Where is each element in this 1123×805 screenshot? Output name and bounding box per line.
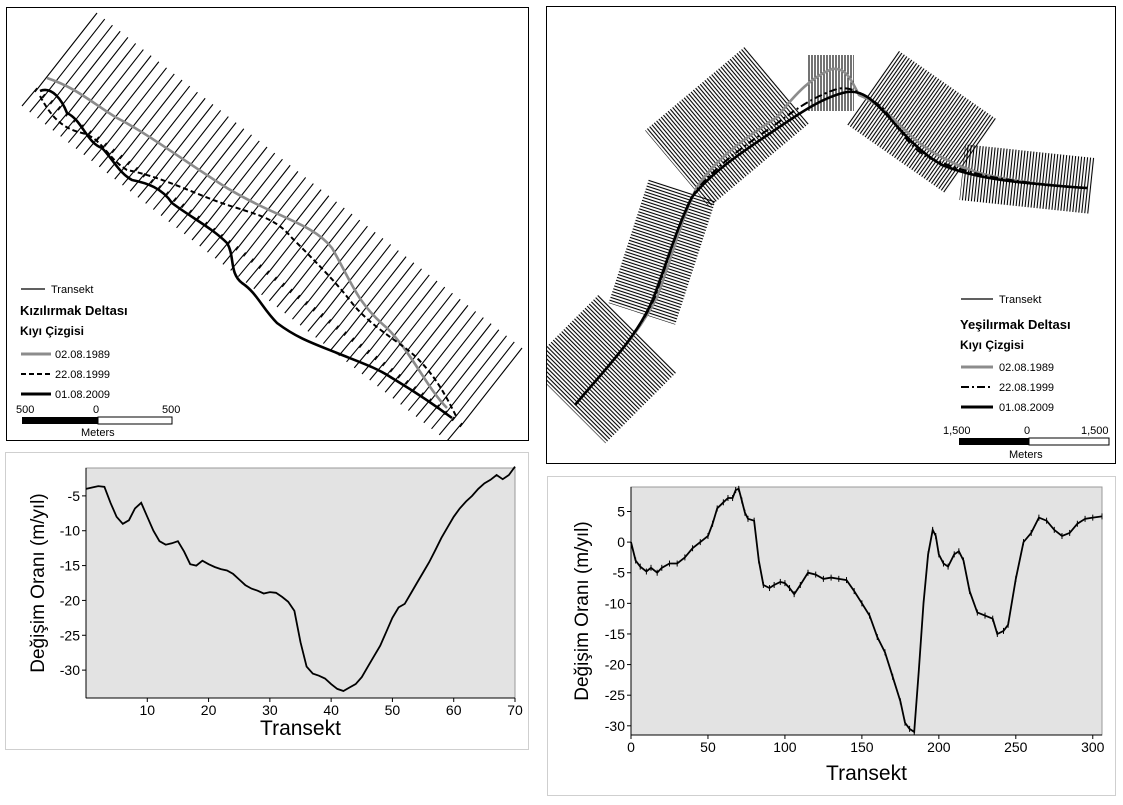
transect-line [300,307,315,325]
transect-line [292,301,307,319]
x-tick-label: 40 [323,702,339,718]
transect-line [339,338,354,356]
x-tick-label: 60 [445,702,462,718]
legend-transect-label: Transekt [51,284,94,296]
y-tick-label: -20 [59,592,80,609]
yesilirmak-chart-panel [547,476,1116,796]
x-tick-label: 300 [1081,739,1105,755]
x-tick-label: 20 [200,702,217,718]
transect-line [308,313,323,331]
transect-line [344,257,406,336]
legend-1999-label: 22.08.1999 [999,382,1055,394]
legend-subtitle: Kıyı Çizgisi [960,338,1025,352]
y-tick-label: -20 [604,656,625,673]
transect-line [81,50,143,129]
transect-line [429,324,491,403]
transect-line [22,88,37,106]
y-axis-label: Değişim Oranı (m/yıl) [28,493,49,673]
kizilirmak-rate-chart [6,453,528,749]
y-tick-label: -10 [604,595,625,612]
x-tick-label: 50 [700,739,716,755]
kizilirmak-map-panel [6,7,529,441]
transect-line [112,74,174,153]
transect-line [298,220,360,299]
transect-line [35,13,97,92]
legend-1989-label: 02.08.1989 [999,362,1055,374]
legend-2009-label: 01.08.2009 [55,389,111,401]
scale-label-zero: 0 [93,404,100,416]
transect-line [50,25,112,104]
transect-line [414,311,476,390]
y-tick-label: -15 [604,625,625,642]
transect-line [290,214,352,293]
transect-line [316,319,331,337]
y-tick-label: -5 [612,564,625,581]
y-tick-label: 0 [617,534,625,551]
y-tick-label: 5 [617,503,625,520]
legend-title: Kızılırmak Deltası [20,303,128,318]
plot-area [86,468,515,698]
scale-bar-light [1029,438,1109,445]
x-tick-label: 70 [507,702,523,718]
x-tick-label: 10 [139,702,156,718]
x-tick-label: 50 [384,702,401,718]
transect-line [323,326,338,344]
x-axis-label: Transekt [260,717,341,740]
scale-bar-dark [22,417,98,424]
legend-subtitle: Kıyı Çizgisi [20,324,85,338]
yesilirmak-rate-chart [548,477,1115,795]
transect-line [262,277,277,295]
transect-line [390,293,452,372]
legend-1989-label: 02.08.1989 [55,349,111,361]
transect-line [97,62,159,141]
yesilirmak-map-panel [546,6,1116,464]
transect-line [331,332,346,350]
transect-line [238,259,253,277]
transect-line [445,336,507,415]
scale-unit: Meters [1009,449,1043,461]
transect-line [128,86,190,165]
scale-bar-dark [959,438,1029,445]
x-tick-label: 200 [927,739,951,755]
transect-line [89,56,151,135]
transect-line [437,330,499,409]
transect-line [45,106,60,124]
x-axis-label: Transekt [826,762,907,785]
transect-line [406,305,468,384]
transect-line [460,348,522,427]
scale-label-left: 500 [16,404,35,416]
transect-line [439,417,454,435]
x-tick-label: 150 [850,739,874,755]
y-tick-label: -30 [59,662,80,679]
transect-line [105,68,167,147]
x-tick-label: 30 [262,702,278,718]
transect-line [285,295,300,313]
y-tick-label: -5 [67,487,80,504]
scale-bar-light [98,417,172,424]
legend-transect-label: Transekt [999,294,1042,306]
transect-line [452,342,514,421]
y-tick-label: -25 [59,627,80,644]
transect-line [269,283,284,301]
transect-line [246,265,261,283]
transect-line [336,251,398,330]
y-tick-label: -15 [59,557,80,574]
transect-line [205,147,267,226]
transect-line [277,289,292,307]
x-tick-label: 100 [773,739,797,755]
scale-label-right: 1,500 [1081,425,1109,437]
transect-line [244,177,306,256]
scale-unit: Meters [81,427,115,439]
yesilirmak-map [547,7,1115,463]
transect-line [197,141,259,220]
kizilirmak-map [7,8,528,440]
y-tick-label: -10 [59,522,80,539]
legend-2009-label: 01.08.2009 [999,402,1055,414]
kizilirmak-chart-panel [5,452,529,750]
transect-line [213,153,275,232]
transect-line [174,123,236,202]
transect-line [421,318,483,397]
transect-line [43,19,105,98]
scale-label-left: 1,500 [943,425,971,437]
scale-label-right: 500 [162,404,181,416]
y-tick-label: -30 [604,717,625,734]
legend-title: Yeşilırmak Deltası [960,317,1071,332]
transect-line [447,423,462,440]
x-tick-label: 0 [627,739,635,755]
x-tick-label: 250 [1004,739,1028,755]
transect-line [254,271,269,289]
scale-label-zero: 0 [1024,425,1031,437]
transect-line [135,92,197,171]
transect-line [30,94,45,112]
transect-line [120,80,182,159]
transect-line [220,159,282,238]
y-tick-label: -25 [604,687,625,704]
transect-line [190,135,252,214]
y-axis-label: Değişim Oranı (m/yıl) [572,521,593,701]
legend-1999-label: 22.08.1999 [55,369,111,381]
transect-line [182,129,244,208]
transect-line [398,299,460,378]
